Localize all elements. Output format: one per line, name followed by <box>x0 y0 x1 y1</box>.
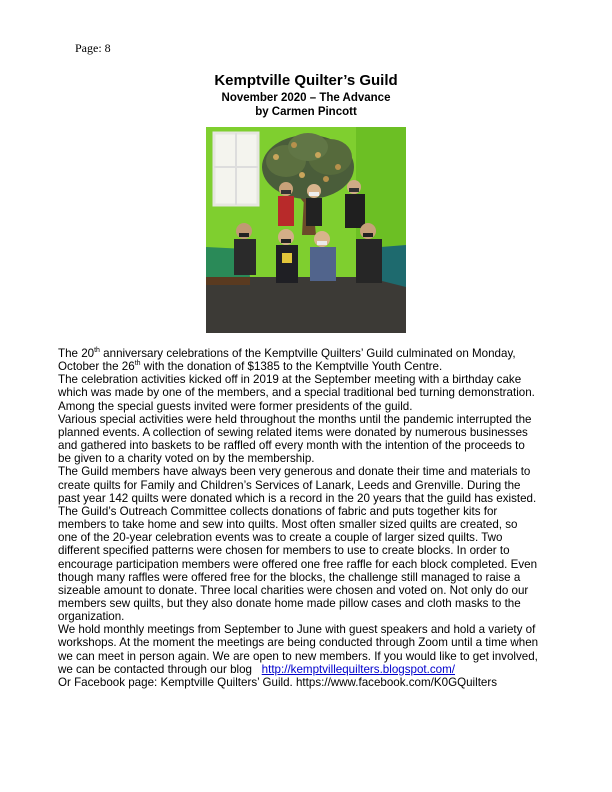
article-line: Or Facebook page: Kemptville Quilters’ Guild. https://www.facebook.com/K0GQuilters <box>58 675 498 689</box>
page-number: Page: 8 <box>75 41 111 55</box>
article-line: though many raffles were offered free for the blocks, the challenge still managed to raise a <box>58 570 521 584</box>
article-line: one of the 20-year celebration events was to create a couple of larger sized quilts. Two <box>58 531 503 545</box>
article-line: and gathered into baskets to be raffled off every month with the intention of the proceeds to <box>58 439 525 453</box>
group-photo <box>206 127 406 333</box>
article-line: create quilts for Family and Children’s Services of Lanark, Leeds and Grenville. During the <box>58 478 521 492</box>
article-line: different specified patterns were chosen for members to use to create blocks. In order to <box>58 544 510 558</box>
article-body <box>58 347 558 689</box>
article-line: we can be contacted through our blog http://kemptvillequilters.blogspot.com/ <box>58 662 455 676</box>
article-line: The Guild members have always been very generous and donate their time and materials to <box>58 465 531 479</box>
article-line: which was made by one of the members, and a special traditional bed turning demonstration. <box>58 386 535 400</box>
article-line: past year 142 quilts were donated which is a record in the 20 years that the guild has existed. <box>58 491 537 505</box>
article-line: be given to a charity voted on by the membership. <box>58 452 315 466</box>
article-line: encourage participation members were offered one free raffle for each block completed. Even <box>58 557 538 571</box>
article-line: organization. <box>58 610 125 624</box>
article-line: The 20th anniversary celebrations of the Kemptville Quilters’ Guild culminated on Monday, <box>58 347 516 360</box>
article-line: members to take home and sew into quilts. Most often smaller sized quilts are created, so <box>58 518 518 532</box>
article-line: members sew quilts, but they also donate home made pillow cases and cloth masks to the <box>58 596 521 610</box>
blog-link[interactable]: http://kemptvillequilters.blogspot.com/ <box>261 662 455 676</box>
article-line: The celebration activities kicked off in 2019 at the September meeting with a birthday cake <box>58 373 522 387</box>
article-line: planned events. A collection of sewing related items were donated by numerous businesses <box>58 425 528 439</box>
article-line: workshops. At the moment the meetings are being conducted through Zoom until a time when <box>58 636 539 650</box>
article-line: The Guild’s Outreach Committee collects donations of fabric and puts together kits for <box>58 504 498 518</box>
article-line: Various special activities were held throughout the months until the pandemic interrupted the <box>58 412 532 426</box>
article-line: Among the special guests invited were former presidents of the guild. <box>58 399 413 413</box>
article-line: we can meet in person again. We are open to new members. If you would like to get involved, <box>58 649 538 663</box>
article-subtitle: November 2020 – The Advance <box>221 92 391 104</box>
article-line: We hold monthly meetings from September to June with guest speakers and hold a variety of <box>58 623 536 637</box>
article-line: sizeable amount to donate. Three local charities were chosen and voted on. Not only do our <box>58 583 529 597</box>
article-line: October the 26th with the donation of $1385 to the Kemptville Youth Centre. <box>58 360 443 374</box>
article-byline: by Carmen Pincott <box>255 106 357 118</box>
article-title: Kemptville Quilter’s Guild <box>214 72 398 89</box>
